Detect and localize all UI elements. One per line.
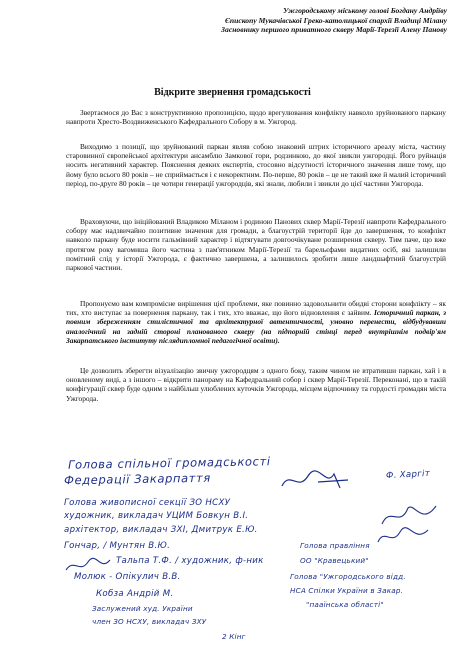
paragraph-4-plain: Пропонуємо вам компромісне вирішення цієї проблеми, яке повинно задовольнити обидві сторони конфлікту – як тих, хто виступає за повернення паркану, так і тих, хто вважає, що його відновлення є зайвим. [66,299,446,318]
handwritten-line: Голова живописної секції ЗО НСХУ [64,498,231,508]
handwritten-line: НСА Спілки України в Закар. [290,586,404,595]
paragraph-4 [66,299,446,345]
addressee-line: Засновнику першого приватного скверу Марії-Терезії Алену Панову [221,25,447,35]
signature-icon [278,466,368,494]
handwritten-line: Голова правління [300,541,370,550]
handwritten-name: Ф. Харгіт [385,468,431,482]
handwritten-line: Молюк - Опікулич В.В. [74,572,181,582]
handwritten-line: Кобза Андрій М. [96,589,174,599]
paragraph-2: Виходимо з позиції, що зруйнований паркан являв собою знаковий штрих історичного ареалу міста, частину старовинної європейської архітектури ансамблю Замкової гори, родзинкою, до якої звикли ужгородці. Його руйнація носить негативний характер. Пояснення деяких експертів, стосовно відсутності історичного значення лише тому, що йому було всього 80 років – не сприймається і є некоректним. По-перше, 80 років – це не такий вже й малий історичний період, по-друге 80 років – це чотири генерації ужгородців, які знали, любили і звикли до цієї частини Ужгорода. [66,142,446,188]
paragraph-5: Це дозволить зберегти візуалізацію звичну ужгородцям з одного боку, таким чином не втративши паркан, хай і в оновленому виді, а з іншого – відкрити панораму на Кафедральний собор і сквер Марії-Терезії. Переконані, що в такій конфігурації сквер буде одним з найбільш улюблених куточків Ужгорода, місцем відпочинку та гордості громадян міста Ужгорода. [66,366,446,403]
addressee-line: Єпископу Мукачівської Греко-католицької єпархії Владиці Мілану [224,15,447,25]
document-title: Відкрите звернення громадськості [154,87,311,98]
addressee-block [117,6,447,35]
handwritten-line: Гончар, / Мунтян В.Ю. [64,541,171,551]
signature-icon [374,524,434,550]
paragraph-3: Враховуючи, що ініційований Владикою Міланом і родиною Панових сквер Марії-Терезії навпроти Кафедрального собору має надзвичайно позитивне значення для громади, а благоустрій території йде до завершення, то конфлікт навколо паркану буде носити гальмівний характер і відтягувати довгоочікуване розширення скверу. Тим паче, що вже протягом року вагомиша його частина з пам'ятником Марії-Терезії та барельєфами видатних осіб, які залишили помітний слід у історії Ужгорода, є фактично завершена, а залишилось зробити лише ландшафтний благоустрій паркової частини. [66,217,446,273]
handwritten-line: 2 Кінг [222,632,246,641]
handwritten-line: член ЗО НСХУ, викладач ЗХУ [92,617,207,626]
handwritten-line: архітектор, викладач ЗХІ, Дмитрук Е.Ю. [64,525,258,535]
handwritten-line: Голова "Ужгородського відд. [290,572,406,581]
handwritten-line: Голова спільної громадськості [67,454,271,472]
handwritten-line: Тальпа Т.Ф. / художник, ф-ник [116,556,264,566]
handwritten-line: Федерації Закарпаття [63,470,211,488]
addressee-line: Ужгородському міському голові Богдану Андріїву [283,6,447,15]
handwritten-line: ОО "Кравецький" [300,556,369,565]
paragraph-1: Звертаємося до Вас з конструктивною пропозицією, щодо врегулювання конфлікту навколо зруйнованого паркану навпроти Хресто-Воздвиженського Кафедрального Собору в м. Ужгород. [66,108,446,127]
paragraph-4-proposal: Історичний паркан, з повним збереженням стилістичної та архітектурної автентичності, умовно перенести, відбудувавши аналогічний на задній стороні планованого скверу (на підпорній стінці перед внутрішнім подвір'ям Закарпатського інституту післядипломної педагогічної освіти). [66,308,446,345]
handwritten-line: художник, викладач УЦИМ Бовкун В.І. [64,511,249,521]
handwritten-line: Заслужений худ. України [92,604,193,613]
handwritten-line: "пааїнська області" [306,600,384,609]
